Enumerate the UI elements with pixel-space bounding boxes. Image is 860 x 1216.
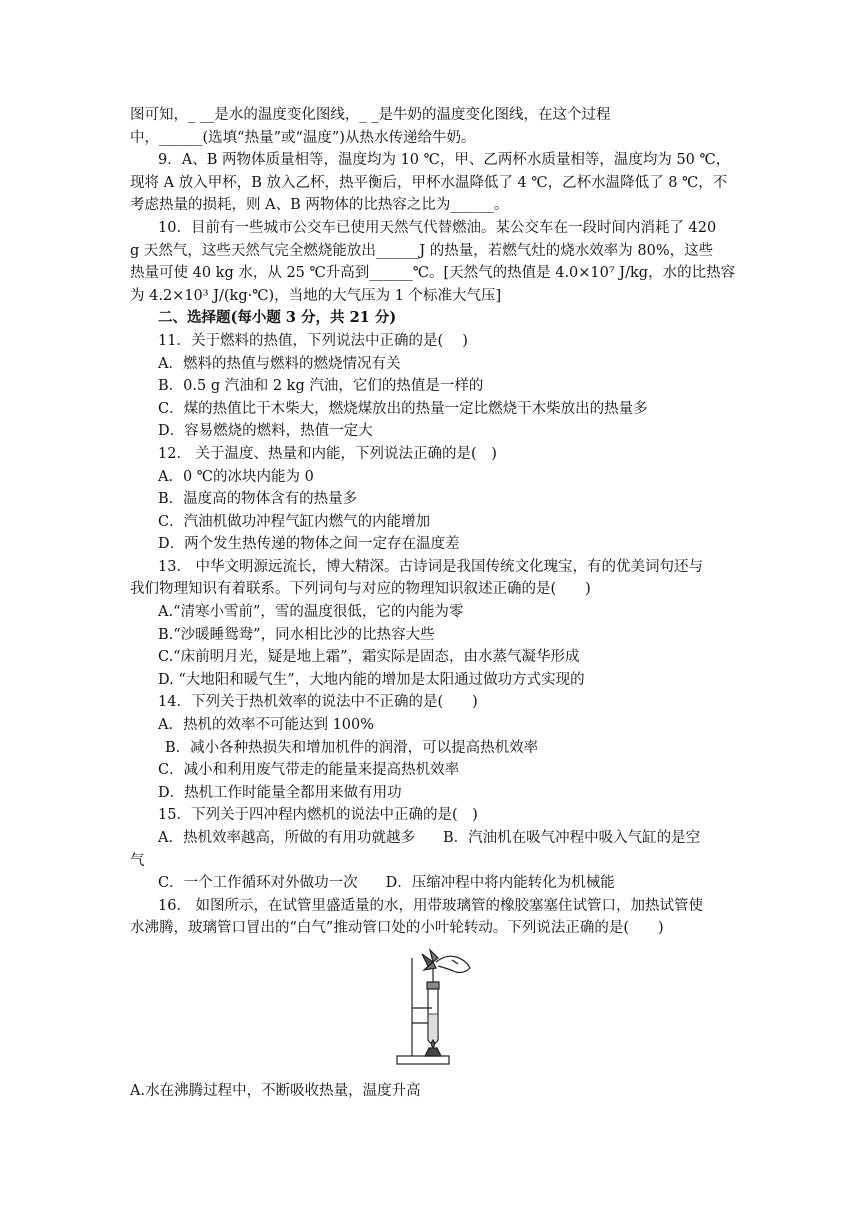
option: C.“床前明月光，疑是地上霜”，霜实际是固态，由水蒸气凝华形成 [158,649,580,666]
option: A.水在沸腾过程中，不断吸收热量，温度升高 [130,1082,421,1099]
option: D. “大地阳和暖气生”，大地内能的增加是太阳通过做功方式实现的 [158,671,585,688]
option: D．两个发生热传递的物体之间一定存在温度差 [158,536,460,553]
text-line: 图可知，_ __是水的温度变化图线，_ _是牛奶的温度变化图线，在这个过程 [130,107,611,123]
question-16: 16． 如图所示，在试管里盛适量的水，用带玻璃管的橡胶塞塞住试管口，加热试管使 [158,897,704,914]
test-tube-apparatus-figure [392,948,482,1073]
option: B．减小各种热损失和增加机件的润滑，可以提高热机效率 [165,739,539,756]
text-line: 为 4.2×10³ J/(kg·℃)，当地的大气压为 1 个标准大气压] [130,287,502,304]
option: A．燃料的热值与燃料的燃烧情况有关 [158,355,401,372]
option: A．热机效率越高，所做的有用功就越多 [158,830,415,846]
option: A．0 ℃的冰块内能为 0 [158,468,314,485]
option: D．容易燃烧的燃料，热值一定大 [158,423,373,440]
option: C．汽油机做功冲程气缸内燃气的内能增加 [158,513,431,530]
option-row [130,872,715,895]
text-line: 水沸腾，玻璃管口冒出的“白气”推动管口处的小叶轮转动。下列说法正确的是( ) [130,920,664,937]
option: B．0.5 g 汽油和 2 kg 汽油，它们的热值是一样的 [158,378,484,395]
option: C．煤的热值比干木柴大，燃烧煤放出的热量一定比燃烧干木柴放出的热量多 [158,400,648,417]
text-line: 热量可使 40 kg 水，从 25 ℃升高到______℃。[天然气的热值是 4.0×10⁷ J/kg，水的比热容 [130,265,736,282]
question-11: 11．关于燃料的热值，下列说法中正确的是( ) [158,332,468,349]
option: C．减小和利用废气带走的能量来提高热机效率 [158,762,460,779]
question-10: 10．目前有一些城市公交车已使用天然气代替燃油。某公交车在一段时间内消耗了 420 [158,219,717,236]
document-page [130,104,736,1103]
text-line: 现将 A 放入甲杯，B 放入乙杯，热平衡后，甲杯水温降低了 4 ℃，乙杯水温降低了 8 ℃，不 [130,174,728,191]
option-row [130,827,715,850]
option: B．温度高的物体含有的热量多 [158,491,358,508]
option: B．汽油机在吸气冲程中吸入气缸的是空 [442,830,701,846]
question-13: 13． 中华文明源远流长，博大精深。古诗词是我国传统文化瑰宝，有的优美词句还与 [158,558,704,575]
option: A．热机的效率不可能达到 100% [158,717,375,734]
section-heading: 二、选择题(每小题 3 分，共 21 分) [158,309,397,327]
question-14: 14．下列关于热机效率的说法中不正确的是( ) [158,694,478,711]
text-line: 气 [130,852,145,869]
option: D．压缩冲程中将内能转化为机械能 [385,875,615,892]
option: A.“清寒小雪前”，雪的温度很低，它的内能为零 [158,604,464,621]
figure-area [130,940,715,1080]
text-line: 考虑热量的损耗，则 A、B 两物体的比热容之比为______。 [130,197,509,214]
text-line: 中，______(选填“热量”或“温度”)从热水传递给牛奶。 [130,129,476,146]
text-line: 我们物理知识有着联系。下列词句与对应的物理知识叙述正确的是( ) [130,581,591,598]
option: C．一个工作循环对外做功一次 [158,875,358,892]
option: D．热机工作时能量全都用来做有用功 [158,784,402,801]
text-line: g 天然气，这些天然气完全燃烧能放出______J 的热量，若燃气灶的烧水效率为 80%，这些 [130,242,714,259]
question-9: 9．A、B 两物体质量相等，温度均为 10 ℃，甲、乙两杯水质量相等，温度均为 50 ℃， [158,152,731,169]
question-15: 15．下列关于四冲程内燃机的说法中正确的是( ) [158,807,478,824]
option: B.“沙暖睡鸳鸯”，同水相比沙的比热容大些 [158,626,435,643]
question-12: 12． 关于温度、热量和内能，下列说法正确的是( ) [158,445,497,462]
